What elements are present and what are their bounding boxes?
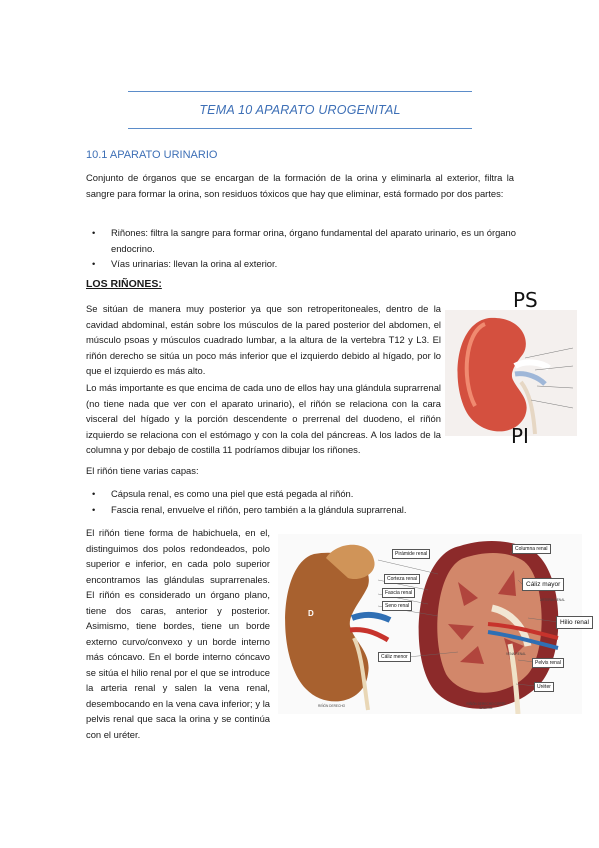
list-item-text: Riñones: filtra la sangre para formar orina, órgano fundamental del aparato urinario, es un órgano endocrino.: [111, 227, 516, 254]
title-bottom-rule: [128, 128, 472, 129]
kidneys-paragraph-2: Lo más importante es que encima de cada uno de ellos hay una glándula suprarrenal (no tiene nada que ver con el aparato urinario), el riñón se relaciona con la cara visceral del hígado y la porción descendente o prerrenal del duodeno, el riñón izquierdo se relaciona con el estómago y con la cola del páncreas. A los lados de la columna y por debajo de costilla 11 podríamos dibujar los riñones.: [86, 382, 441, 455]
caption-renal-artery: ARTERIA RENAL: [540, 598, 566, 602]
intro-paragraph: Conjunto de órganos que se encargan de la formación de la orina y eliminarla al exterior, filtra la sangre para formar la orina, son residuos tóxicos que hay que eliminar, está formado por dos partes:: [86, 172, 514, 199]
label-seno-renal: Seno renal: [382, 601, 412, 611]
section-heading: 10.1 APARATO URINARIO: [86, 149, 218, 161]
list-item: [92, 256, 516, 272]
label-fascia-renal: Fascia renal: [382, 588, 415, 598]
list-item-text: Fascia renal, envuelve el riñón, pero también a la glándula suprarrenal.: [111, 504, 407, 515]
list-item: [92, 486, 516, 502]
kidneys-heading: LOS RIÑONES:: [86, 278, 162, 290]
annotation-upper-pole: PS: [513, 288, 538, 312]
label-piramide-renal: Pirámide renal: [392, 549, 430, 559]
list-item: [92, 225, 516, 256]
annotation-lower-pole: PI: [511, 424, 529, 448]
caption-sagittal-cut: RIÑÓN DERECHO CORTE SAGITAL: [466, 702, 506, 710]
figure-letter: D: [308, 609, 314, 618]
caption-right-kidney: RIÑÓN DERECHO: [318, 704, 346, 708]
label-pelvis-renal: Pelvis renal: [532, 658, 564, 668]
page-title: TEMA 10 APARATO UROGENITAL: [199, 103, 401, 117]
bullet-icon: •: [92, 227, 96, 238]
label-caliz-menor: Cáliz menor: [378, 652, 411, 662]
list-item: [92, 502, 516, 518]
kidneys-paragraph-1: Se sitúan de manera muy posterior ya que son retroperitoneales, dentro de la cavidad abdominal, están sobre los músculos de la pared posterior del abdomen, el músculo psoas y músculos cuadrado lumbar, a la altura de la vertebra T12 y L3. El riñón derecho se sitúa un poco más inferior que el izquierdo debido al hígado, por lo que el izquierdo es más alto.: [86, 303, 441, 376]
label-corteza-renal: Corteza renal: [384, 574, 420, 584]
layers-intro: El riñón tiene varias capas:: [86, 465, 199, 476]
label-caliz-mayor: Cáliz mayor: [522, 578, 564, 591]
kidney-figure-2: [278, 534, 589, 714]
kidney-figure-1: [445, 288, 580, 448]
caption-renal-vein: VENA RENAL: [506, 652, 527, 656]
title-top-rule: [128, 91, 472, 92]
list-item-text: Cápsula renal, es como una piel que está pegada al riñón.: [111, 488, 354, 499]
bullet-icon: •: [92, 504, 96, 515]
label-hilio-renal: Hilio renal: [556, 616, 593, 629]
list-item-text: Vías urinarias: llevan la orina al exterior.: [111, 258, 278, 269]
label-ureter: Uréter: [534, 682, 554, 692]
bullet-icon: •: [92, 488, 96, 499]
label-columna-renal: Columna renal: [512, 544, 551, 554]
bullet-icon: •: [92, 258, 96, 269]
kidneys-paragraph-3: El riñón tiene forma de habichuela, en el, distinguimos dos polos redondeados, polo superior e inferior, en cada polo superior encontramos las glándulas suprarrenales. El riñón es considerado un órgano plano, tiene dos caras, anterior y posterior. Asimismo, tiene bordes, tiene un borde externo curvo/convexo y un borde interno más cóncavo. En el borde interno cóncavo se sitúa el hilio renal por el que se introduce la arteria renal y salen la vena renal, desembocando en la vena cava inferior; y la pelvis renal que saca la orina y se continúa con el uréter.: [86, 527, 270, 740]
